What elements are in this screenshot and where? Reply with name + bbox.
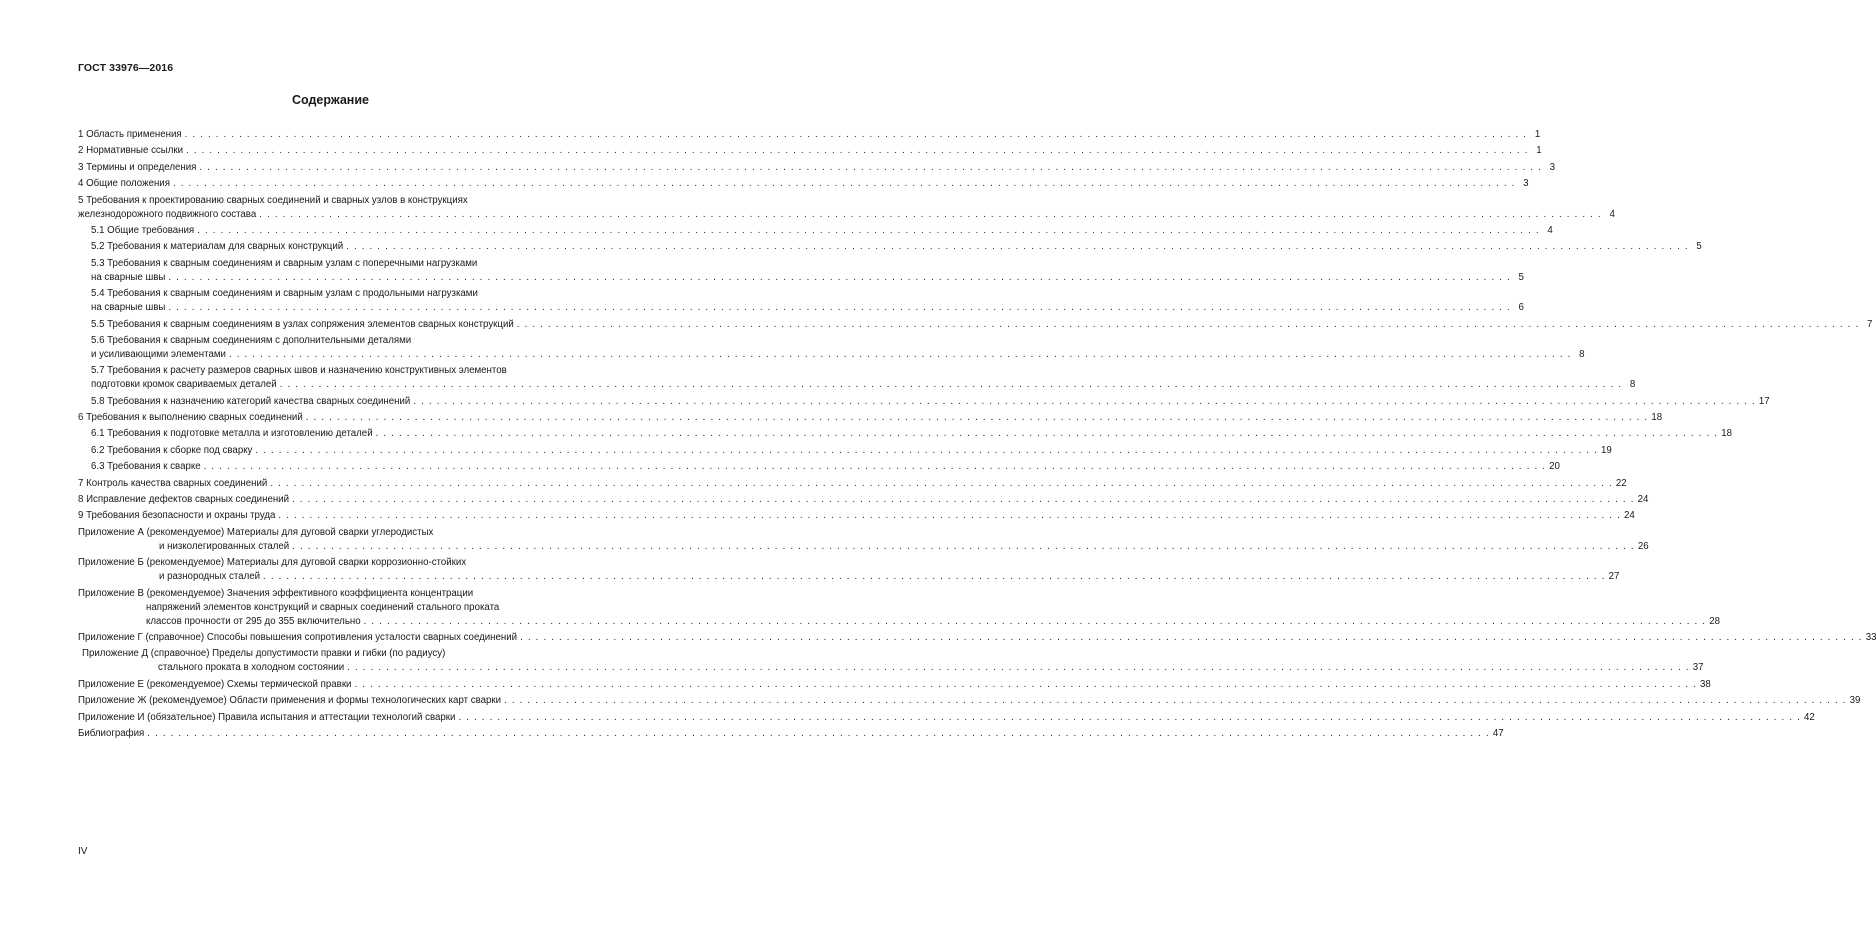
toc-entry-page: 18 [1651,412,1663,424]
toc-entry-title-line: 5.3 Требования к сварным соединениям и сварным узлам с поперечными нагрузками [91,257,478,269]
toc-entry-page: 28 [1709,615,1720,627]
toc-entry-page: 8 [1629,379,1636,391]
toc-entry-title: 3 Термины и определения [78,161,197,173]
toc-entry-page: 38 [1700,678,1711,690]
toc-entry-page: 26 [1637,540,1649,552]
toc-entry-title: 6.2 Требования к сборке под сварку [91,444,253,456]
toc-entry[interactable] [78,493,1649,507]
toc-entry-title-line: 5 Требования к проектированию сварных соединений и сварных узлов в конструкциях [78,194,468,206]
toc-entry[interactable] [78,161,1555,175]
toc-entry-page: 42 [1804,711,1815,723]
toc-entry[interactable] [78,556,1620,584]
toc-entry-title-line: напряжений элементов конструкций и сварных соединений стального проката [146,601,500,613]
toc-entry-title: 6 Требования к выполнению сварных соединений [78,412,303,424]
toc-entry-title: 5.5 Требования к сварным соединениям в узлах сопряжения элементов сварных конструкций [91,318,514,330]
toc-entry-page: 18 [1721,428,1732,440]
toc-entry-title: Приложение Г (справочное) Способы повышения сопротивления усталости сварных соединений [78,631,518,643]
toc-entry[interactable] [78,240,1702,254]
toc-entry-title: 5.2 Требования к материалам для сварных конструкций [91,241,344,253]
toc-entry-page: 4 [1547,224,1553,236]
toc-entry[interactable] [78,318,1873,332]
toc-entry-title-line: Приложение А (рекомендуемое) Материалы для дуговой сварки углеродистых [78,526,434,538]
toc-entry-page: 33 [1865,631,1876,643]
toc-entry[interactable] [78,334,1585,362]
toc-entry[interactable] [78,631,1876,645]
toc-entry-title: 7 Контроль качества сварных соединений [78,477,268,489]
toc-entry-page: 22 [1615,477,1627,489]
toc-entry-title: и низколегированных сталей [159,540,290,552]
toc-entry[interactable] [78,224,1553,238]
toc-entry[interactable] [78,444,1612,458]
toc-entry[interactable] [78,460,1560,474]
toc-entry-page: 39 [1849,695,1861,707]
toc-entry[interactable] [78,395,1770,409]
toc-entry[interactable] [78,287,1524,315]
toc-entry-title: и усиливающими элементами [91,348,226,360]
toc-entry[interactable] [78,257,1524,285]
toc-entry-page: 7 [1866,318,1873,330]
toc-entry-page: 5 [1518,271,1524,283]
toc-entry-title: Приложение И (обязательное) Правила испытания и аттестации технологий сварки [78,711,456,723]
toc-entry[interactable] [78,694,1861,708]
page-number: IV [78,846,88,857]
toc-entry[interactable] [78,727,1504,741]
toc-entry-title: Библиография [78,727,145,739]
toc-entry-title: 5.1 Общие требования [91,224,195,236]
toc-entry-page: 1 [1534,129,1541,140]
toc-entry[interactable] [78,526,1649,554]
toc-entry-title-line: Приложение В (рекомендуемое) Значения эффективного коэффициента концентрации [78,587,474,599]
toc-entry-page: 24 [1623,510,1635,522]
toc-entry-page: 19 [1600,444,1612,456]
toc-entry-page: 37 [1692,662,1704,674]
toc-entry-title-line: 5.7 Требования к расчету размеров сварных швов и назначению конструктивных элементов [91,365,507,377]
toc-entry-title: 4 Общие положения [78,178,170,190]
toc-entry-page: 5 [1696,241,1702,253]
toc-entry-page: 24 [1637,494,1649,506]
toc-entry-title: 6.3 Требования к сварке [91,461,201,473]
toc-entry[interactable] [78,678,1711,692]
toc-entry-title: железнодорожного подвижного состава [78,208,257,220]
toc-entry-title-line: 5.6 Требования к сварным соединениям с дополнительными деталями [91,334,412,346]
toc-entry-title: на сварные швы [91,271,166,283]
toc-entry-title: 2 Нормативные ссылки [78,145,184,157]
toc-entry[interactable] [78,144,1542,158]
toc-entry-title-line: 5.4 Требования к сварным соединениям и сварным узлам с продольными нагрузками [91,288,478,300]
toc-entry-page: 8 [1579,348,1585,360]
toc-entry-title: 5.8 Требования к назначению категорий качества сварных соединений [91,395,411,407]
toc-entry[interactable] [78,194,1615,222]
page-title: Содержание [291,93,369,107]
toc-entry[interactable] [78,177,1529,191]
toc-entry[interactable] [78,427,1732,441]
toc-entry[interactable] [78,128,1541,142]
toc-entry-page: 3 [1549,161,1555,173]
toc-entry-title: Приложение Е (рекомендуемое) Схемы термической правки [78,678,352,690]
toc-entry-title: стального проката в холодном состоянии [158,662,345,674]
toc-entry-page: 27 [1608,571,1620,583]
toc-entry-title: подготовки кромок свариваемых деталей [91,379,277,391]
toc-entry-title: и разнородных сталей [159,571,261,583]
toc-entry-page: 47 [1492,727,1504,739]
toc-entry-title: 6.1 Требования к подготовке металла и изготовлению деталей [91,428,373,440]
table-of-contents [78,128,1876,743]
toc-entry[interactable] [78,477,1627,491]
toc-entry-title-line: Приложение Б (рекомендуемое) Материалы для дуговой сварки коррозионно-стойких [78,557,467,569]
toc-entry[interactable] [78,711,1815,725]
toc-entry-title: 1 Область применения [78,129,182,140]
toc-entry-title: классов прочности от 295 до 355 включительно [146,615,361,627]
toc-entry[interactable] [78,509,1635,523]
document-header: ГОСТ 33976—2016 [78,62,174,74]
toc-entry-page: 20 [1549,461,1560,473]
toc-entry-page: 17 [1758,395,1770,407]
toc-entry-page: 1 [1536,145,1542,157]
toc-entry-title: на сварные швы [91,302,166,314]
toc-entry-page: 4 [1609,208,1615,220]
toc-entry[interactable] [78,411,1663,425]
toc-entry-page: 3 [1523,178,1529,190]
toc-entry[interactable] [78,364,1636,392]
toc-entry-title: 9 Требования безопасности и охраны труда [78,510,276,522]
toc-entry-page: 6 [1518,302,1524,314]
toc-entry-title: Приложение Ж (рекомендуемое) Области применения и формы технологических карт сварки [78,695,502,707]
toc-entry[interactable] [78,647,1704,675]
toc-entry[interactable] [78,587,1720,629]
toc-entry-title: 8 Исправление дефектов сварных соединений [78,494,290,506]
toc-entry-title-line: Приложение Д (справочное) Пределы допустимости правки и гибки (по радиусу) [82,648,446,660]
